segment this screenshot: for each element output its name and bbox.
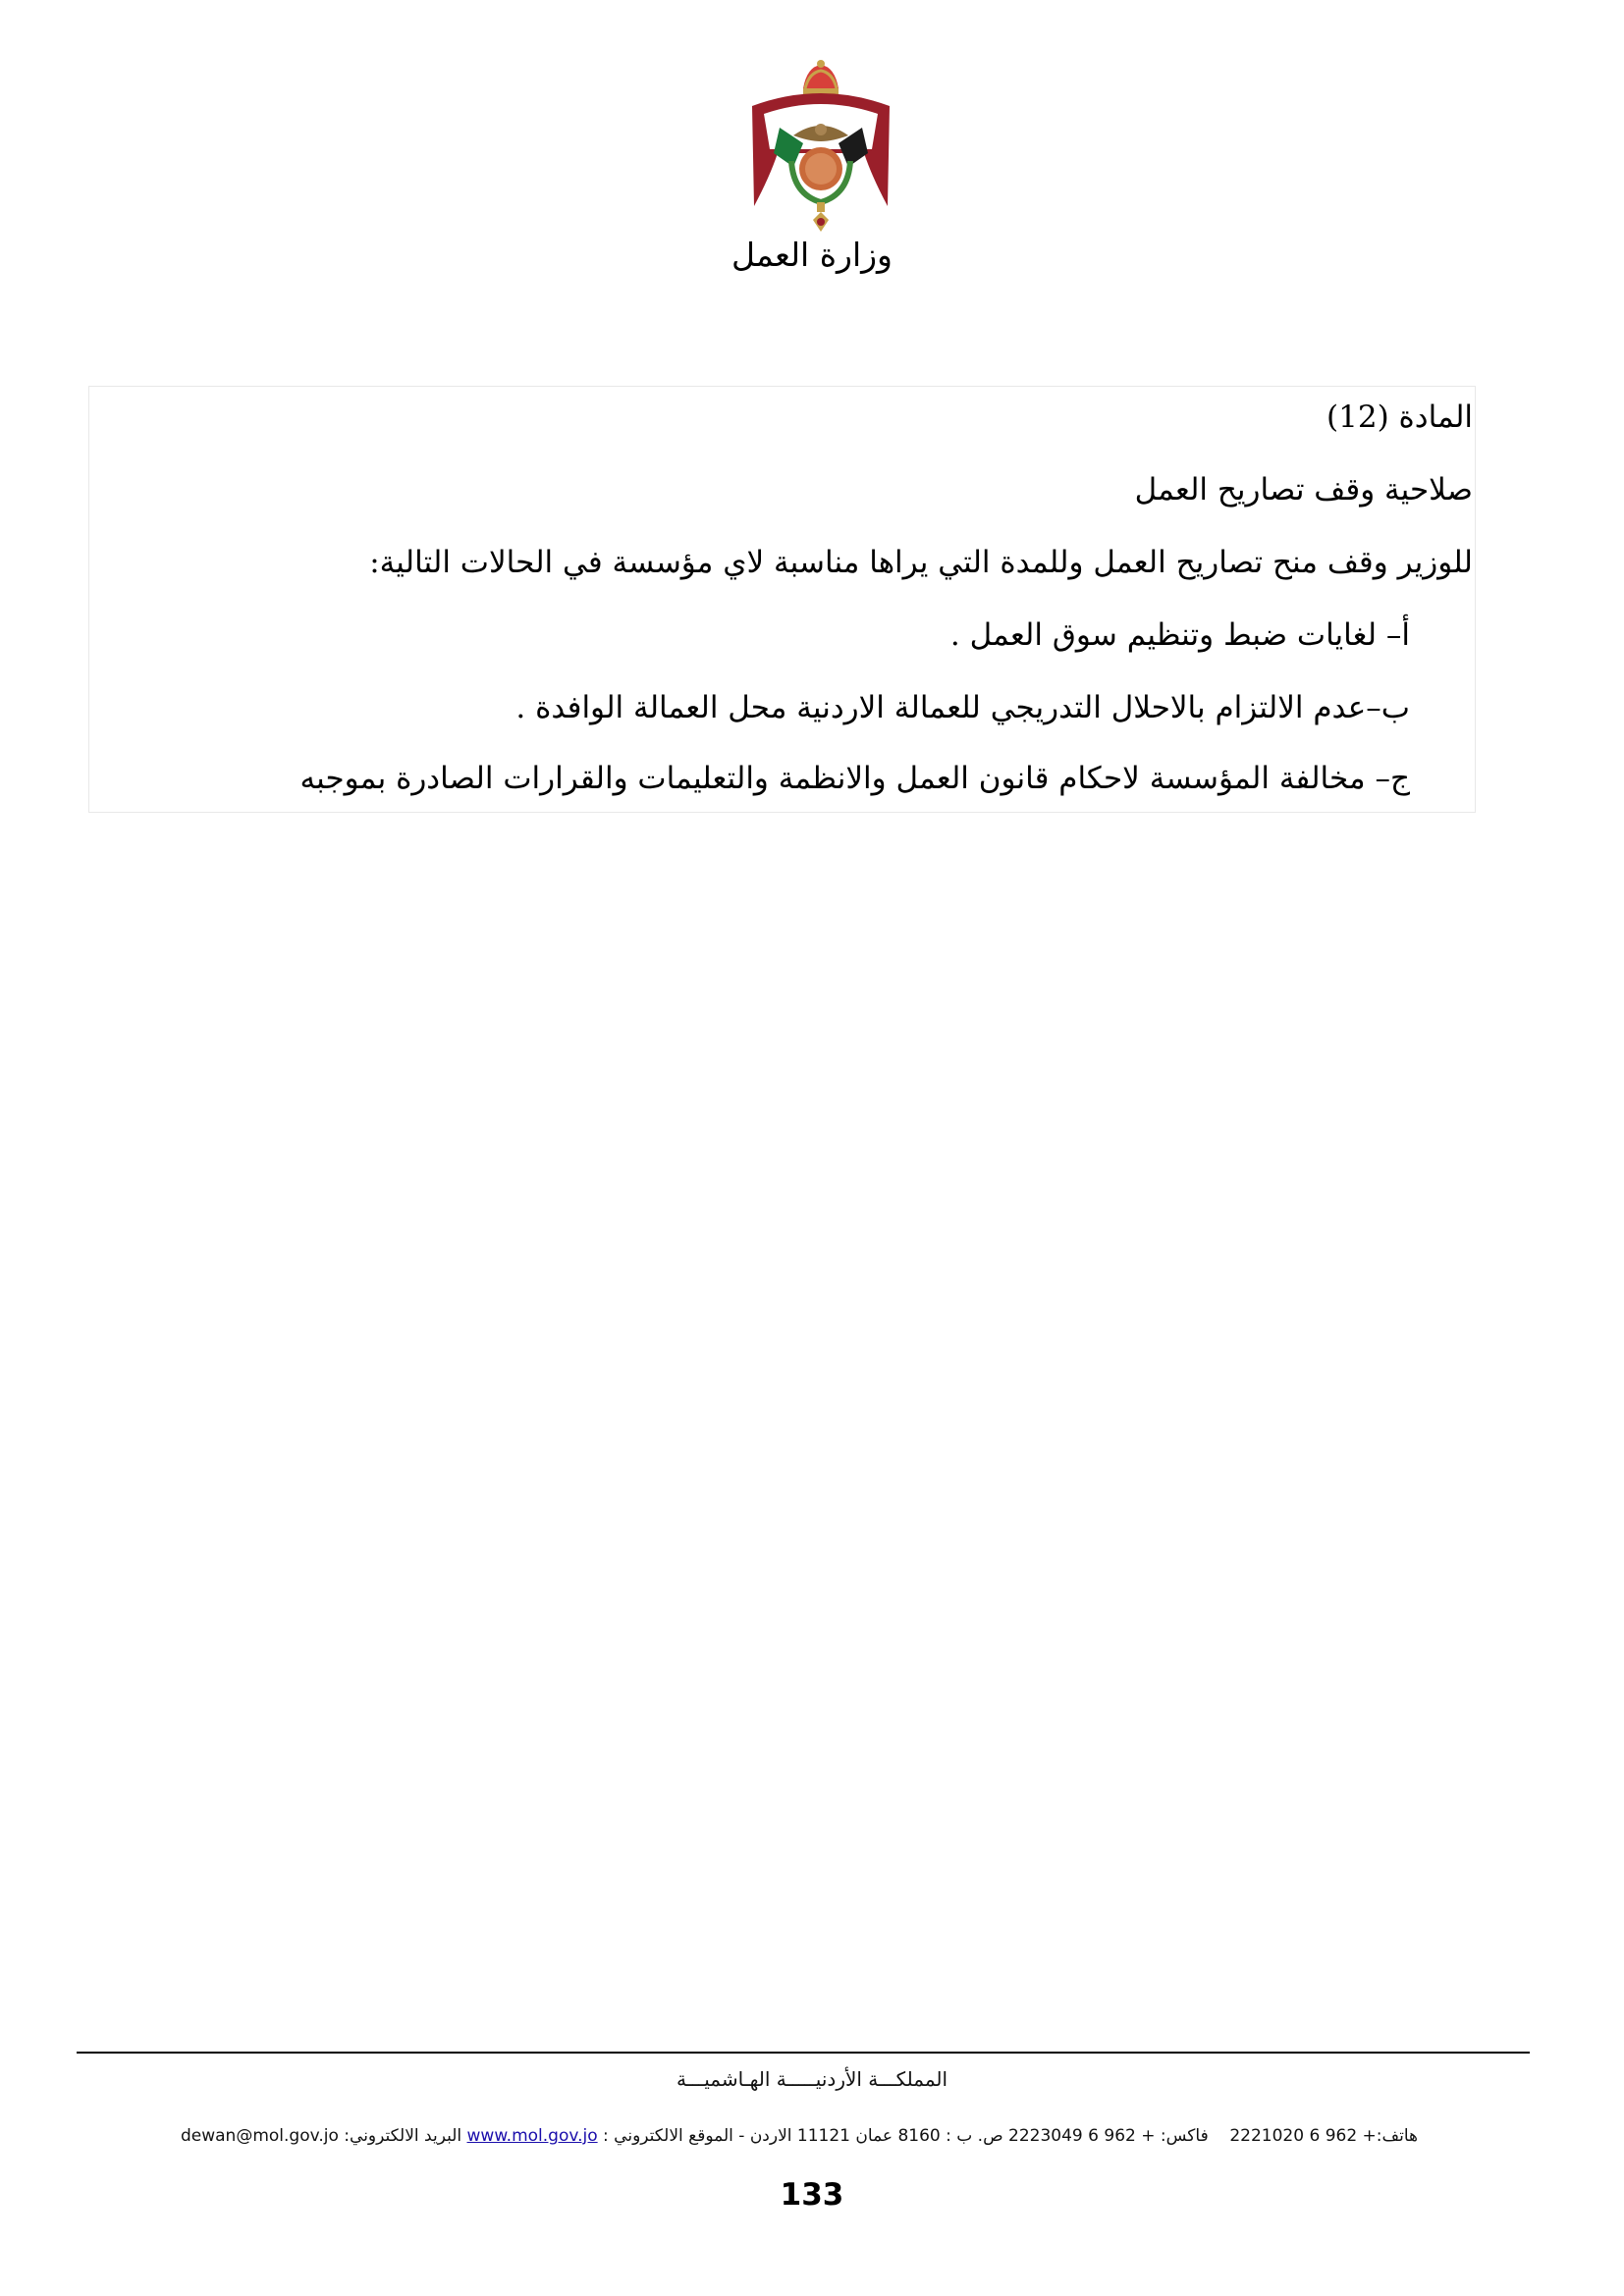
footer-email: dewan@mol.gov.jo <box>180 2126 339 2146</box>
footer-phone: هاتف:+ 962 6 2221020 <box>1229 2126 1418 2146</box>
footer-fax: فاكس: + 962 6 2223049 <box>1008 2126 1209 2146</box>
article-item-c: ج– مخالفة المؤسسة لاحكام قانون العمل والانظمة والتعليمات والقرارات الصادرة بموجبه <box>299 761 1410 796</box>
jordan-coat-of-arms-icon <box>734 59 907 236</box>
footer-contact-line <box>102 2123 1496 2149</box>
article-number: المادة (12) <box>1326 400 1473 435</box>
article-title: صلاحية وقف تصاريح العمل <box>1134 472 1473 507</box>
footer-website-label: - الموقع الالكتروني : <box>603 2126 745 2146</box>
article-item-b: ب–عدم الالتزام بالاحلال التدريجي للعمالة الاردنية محل العمالة الوافدة . <box>515 690 1410 725</box>
crown-icon <box>803 60 839 98</box>
article-box <box>88 386 1476 813</box>
article-intro: للوزير وقف منح تصاريح العمل وللمدة التي يراها مناسبة لاي مؤسسة في الحالات التالية: <box>369 545 1473 580</box>
footer-email-label: البريد الالكتروني: <box>344 2126 462 2146</box>
ministry-name: وزارة العمل <box>731 236 893 274</box>
footer-website-link[interactable]: www.mol.gov.jo <box>466 2126 598 2146</box>
footer-po-box: ص. ب : 8160 عمان 11121 الاردن <box>749 2126 1003 2146</box>
footer-kingdom-name: المملكـــة الأردنيـــــة الهـاشميـــة <box>676 2067 948 2091</box>
article-item-a: أ– لغايات ضبط وتنظيم سوق العمل . <box>949 617 1410 653</box>
page-number: 133 <box>780 2177 844 2213</box>
footer-divider <box>77 2052 1530 2054</box>
